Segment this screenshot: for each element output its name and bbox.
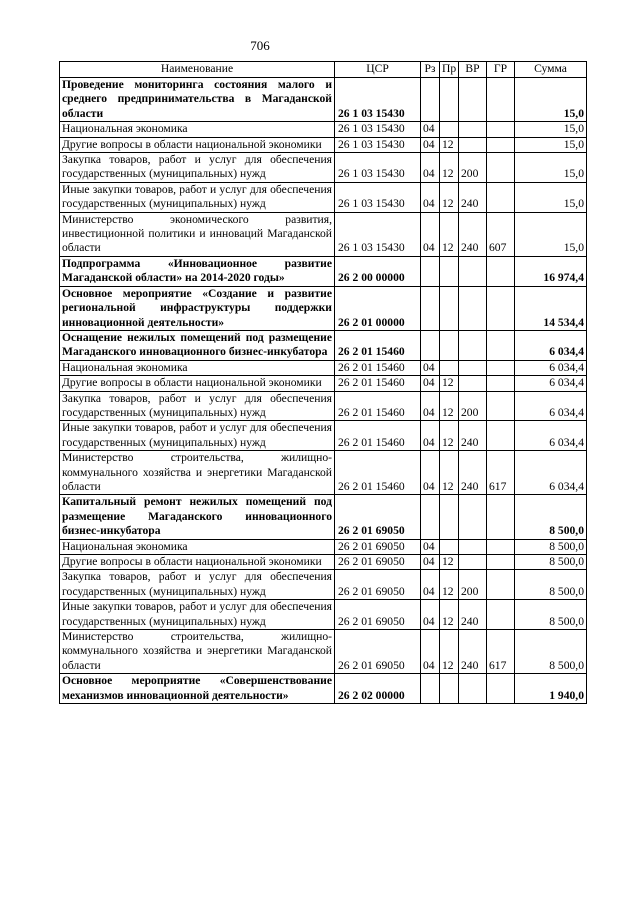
- cell-pr: 12: [440, 570, 459, 600]
- cell-pr: [440, 674, 459, 704]
- cell-gr: [487, 153, 515, 183]
- cell-sum: 8 500,0: [515, 539, 587, 554]
- table-row: [60, 391, 587, 421]
- header-gr: ГР: [487, 62, 515, 78]
- header-rz: Рз: [421, 62, 440, 78]
- cell-sum: 15,0: [515, 137, 587, 152]
- cell-sum: 16 974,4: [515, 256, 587, 286]
- cell-sum: 6 034,4: [515, 391, 587, 421]
- cell-pr: 12: [440, 421, 459, 451]
- cell-csr: 26 2 02 00000: [335, 674, 421, 704]
- cell-pr: [440, 78, 459, 122]
- cell-gr: [487, 539, 515, 554]
- cell-csr: 26 2 01 15460: [335, 451, 421, 495]
- cell-name: Закупка товаров, работ и услуг для обеспечения государственных (муниципальных) нужд: [60, 391, 335, 421]
- cell-sum: 8 500,0: [515, 600, 587, 630]
- cell-rz: 04: [421, 539, 440, 554]
- table-row: [60, 153, 587, 183]
- table-row: [60, 122, 587, 137]
- cell-rz: 04: [421, 600, 440, 630]
- cell-vr: 200: [459, 570, 487, 600]
- table-row: [60, 376, 587, 391]
- cell-rz: 04: [421, 122, 440, 137]
- cell-name: Другие вопросы в области национальной экономики: [60, 376, 335, 391]
- cell-gr: [487, 391, 515, 421]
- cell-gr: [487, 421, 515, 451]
- cell-sum: 15,0: [515, 212, 587, 256]
- cell-gr: 617: [487, 451, 515, 495]
- table-row: [60, 212, 587, 256]
- table-body: [60, 78, 587, 704]
- cell-pr: 12: [440, 600, 459, 630]
- cell-name: Закупка товаров, работ и услуг для обеспечения государственных (муниципальных) нужд: [60, 570, 335, 600]
- cell-rz: [421, 78, 440, 122]
- cell-rz: [421, 674, 440, 704]
- cell-gr: [487, 360, 515, 375]
- table-row: [60, 630, 587, 674]
- cell-vr: 240: [459, 421, 487, 451]
- table-row: [60, 570, 587, 600]
- cell-csr: 26 2 01 15460: [335, 360, 421, 375]
- cell-vr: 200: [459, 391, 487, 421]
- cell-sum: 8 500,0: [515, 495, 587, 539]
- header-name: Наименование: [60, 62, 335, 78]
- cell-sum: 15,0: [515, 182, 587, 212]
- cell-sum: 8 500,0: [515, 570, 587, 600]
- budget-table: [59, 61, 587, 704]
- cell-rz: 04: [421, 451, 440, 495]
- cell-vr: 200: [459, 153, 487, 183]
- cell-csr: 26 2 01 15460: [335, 391, 421, 421]
- cell-sum: 8 500,0: [515, 555, 587, 570]
- table-row: [60, 256, 587, 286]
- cell-name: Основное мероприятие «Совершенствование механизмов инновационной деятельности»: [60, 674, 335, 704]
- cell-sum: 8 500,0: [515, 630, 587, 674]
- cell-rz: [421, 286, 440, 330]
- table-row: [60, 360, 587, 375]
- cell-rz: 04: [421, 570, 440, 600]
- cell-gr: 607: [487, 212, 515, 256]
- cell-pr: [440, 286, 459, 330]
- table-row: [60, 600, 587, 630]
- cell-rz: 04: [421, 391, 440, 421]
- cell-name: Министерство строительства, жилищно-коммунального хозяйства и энергетики Магаданской области: [60, 451, 335, 495]
- cell-csr: 26 2 01 69050: [335, 630, 421, 674]
- table-row: [60, 495, 587, 539]
- cell-name: Другие вопросы в области национальной экономики: [60, 137, 335, 152]
- cell-vr: [459, 495, 487, 539]
- table-row: [60, 78, 587, 122]
- cell-csr: 26 2 01 69050: [335, 570, 421, 600]
- cell-pr: 12: [440, 451, 459, 495]
- cell-vr: 240: [459, 630, 487, 674]
- cell-rz: 04: [421, 137, 440, 152]
- cell-csr: 26 2 01 00000: [335, 286, 421, 330]
- cell-vr: [459, 330, 487, 360]
- cell-vr: 240: [459, 451, 487, 495]
- cell-rz: 04: [421, 630, 440, 674]
- cell-name: Министерство экономического развития, инвестиционной политики и инноваций Магаданской области: [60, 212, 335, 256]
- cell-rz: [421, 495, 440, 539]
- cell-pr: 12: [440, 376, 459, 391]
- cell-gr: 617: [487, 630, 515, 674]
- cell-vr: 240: [459, 600, 487, 630]
- cell-name: Национальная экономика: [60, 539, 335, 554]
- cell-gr: [487, 122, 515, 137]
- cell-gr: [487, 495, 515, 539]
- cell-rz: 04: [421, 421, 440, 451]
- cell-pr: 12: [440, 212, 459, 256]
- cell-csr: 26 2 01 15460: [335, 421, 421, 451]
- cell-csr: 26 1 03 15430: [335, 137, 421, 152]
- cell-pr: [440, 539, 459, 554]
- header-row: [60, 62, 587, 78]
- cell-name: Подпрограмма «Инновационное развитие Магаданской области» на 2014-2020 годы»: [60, 256, 335, 286]
- cell-csr: 26 1 03 15430: [335, 153, 421, 183]
- cell-csr: 26 1 03 15430: [335, 78, 421, 122]
- cell-sum: 14 534,4: [515, 286, 587, 330]
- cell-name: Национальная экономика: [60, 360, 335, 375]
- cell-name: Закупка товаров, работ и услуг для обеспечения государственных (муниципальных) нужд: [60, 153, 335, 183]
- cell-rz: 04: [421, 153, 440, 183]
- cell-rz: [421, 256, 440, 286]
- cell-name: Проведение мониторинга состояния малого и среднего предпринимательства в Магаданской области: [60, 78, 335, 122]
- cell-csr: 26 2 01 69050: [335, 600, 421, 630]
- cell-gr: [487, 570, 515, 600]
- cell-pr: [440, 360, 459, 375]
- cell-name: Иные закупки товаров, работ и услуг для обеспечения государственных (муниципальных) нужд: [60, 600, 335, 630]
- cell-pr: 12: [440, 391, 459, 421]
- table-row: [60, 286, 587, 330]
- table-row: [60, 137, 587, 152]
- cell-rz: 04: [421, 212, 440, 256]
- cell-vr: [459, 122, 487, 137]
- cell-vr: [459, 286, 487, 330]
- table-row: [60, 451, 587, 495]
- cell-csr: 26 1 03 15430: [335, 122, 421, 137]
- cell-gr: [487, 674, 515, 704]
- cell-pr: [440, 330, 459, 360]
- cell-csr: 26 2 01 15460: [335, 376, 421, 391]
- cell-gr: [487, 330, 515, 360]
- cell-gr: [487, 137, 515, 152]
- cell-pr: [440, 256, 459, 286]
- cell-pr: 12: [440, 555, 459, 570]
- cell-csr: 26 2 01 69050: [335, 555, 421, 570]
- header-sum: Сумма: [515, 62, 587, 78]
- cell-name: Капитальный ремонт нежилых помещений под размещение Магаданского инновационного бизнес-инкубатора: [60, 495, 335, 539]
- header-pr: Пр: [440, 62, 459, 78]
- cell-rz: 04: [421, 376, 440, 391]
- cell-vr: [459, 137, 487, 152]
- cell-gr: [487, 376, 515, 391]
- cell-gr: [487, 78, 515, 122]
- cell-pr: 12: [440, 182, 459, 212]
- cell-vr: [459, 360, 487, 375]
- cell-vr: [459, 539, 487, 554]
- header-csr: ЦСР: [335, 62, 421, 78]
- table-row: [60, 182, 587, 212]
- header-vr: ВР: [459, 62, 487, 78]
- cell-vr: [459, 674, 487, 704]
- table-row: [60, 421, 587, 451]
- cell-sum: 6 034,4: [515, 421, 587, 451]
- cell-gr: [487, 600, 515, 630]
- cell-vr: [459, 376, 487, 391]
- cell-csr: 26 2 01 15460: [335, 330, 421, 360]
- cell-csr: 26 1 03 15430: [335, 182, 421, 212]
- cell-sum: 15,0: [515, 78, 587, 122]
- cell-sum: 6 034,4: [515, 376, 587, 391]
- table-row: [60, 539, 587, 554]
- table-row: [60, 330, 587, 360]
- cell-name: Другие вопросы в области национальной экономики: [60, 555, 335, 570]
- cell-csr: 26 2 01 69050: [335, 495, 421, 539]
- cell-sum: 1 940,0: [515, 674, 587, 704]
- cell-vr: [459, 555, 487, 570]
- page-number: 706: [250, 38, 270, 53]
- cell-name: Иные закупки товаров, работ и услуг для обеспечения государственных (муниципальных) нужд: [60, 182, 335, 212]
- cell-vr: 240: [459, 182, 487, 212]
- table-row: [60, 555, 587, 570]
- cell-sum: 6 034,4: [515, 330, 587, 360]
- cell-csr: 26 2 01 69050: [335, 539, 421, 554]
- cell-pr: 12: [440, 630, 459, 674]
- cell-gr: [487, 256, 515, 286]
- cell-vr: [459, 256, 487, 286]
- cell-gr: [487, 555, 515, 570]
- cell-rz: 04: [421, 360, 440, 375]
- cell-sum: 15,0: [515, 122, 587, 137]
- cell-sum: 6 034,4: [515, 360, 587, 375]
- cell-name: Основное мероприятие «Создание и развитие региональной инфраструктуры поддержки инновационной деятельности»: [60, 286, 335, 330]
- cell-vr: 240: [459, 212, 487, 256]
- cell-name: Министерство строительства, жилищно-коммунального хозяйства и энергетики Магаданской области: [60, 630, 335, 674]
- cell-pr: 12: [440, 137, 459, 152]
- cell-sum: 6 034,4: [515, 451, 587, 495]
- cell-gr: [487, 182, 515, 212]
- cell-vr: [459, 78, 487, 122]
- cell-rz: 04: [421, 182, 440, 212]
- cell-rz: 04: [421, 555, 440, 570]
- cell-name: Национальная экономика: [60, 122, 335, 137]
- cell-pr: [440, 122, 459, 137]
- table-row: [60, 674, 587, 704]
- cell-name: Оснащение нежилых помещений под размещение Магаданского инновационного бизнес-инкубатора: [60, 330, 335, 360]
- cell-csr: 26 2 00 00000: [335, 256, 421, 286]
- cell-name: Иные закупки товаров, работ и услуг для обеспечения государственных (муниципальных) нужд: [60, 421, 335, 451]
- cell-sum: 15,0: [515, 153, 587, 183]
- cell-gr: [487, 286, 515, 330]
- cell-pr: [440, 495, 459, 539]
- cell-pr: 12: [440, 153, 459, 183]
- cell-csr: 26 1 03 15430: [335, 212, 421, 256]
- cell-rz: [421, 330, 440, 360]
